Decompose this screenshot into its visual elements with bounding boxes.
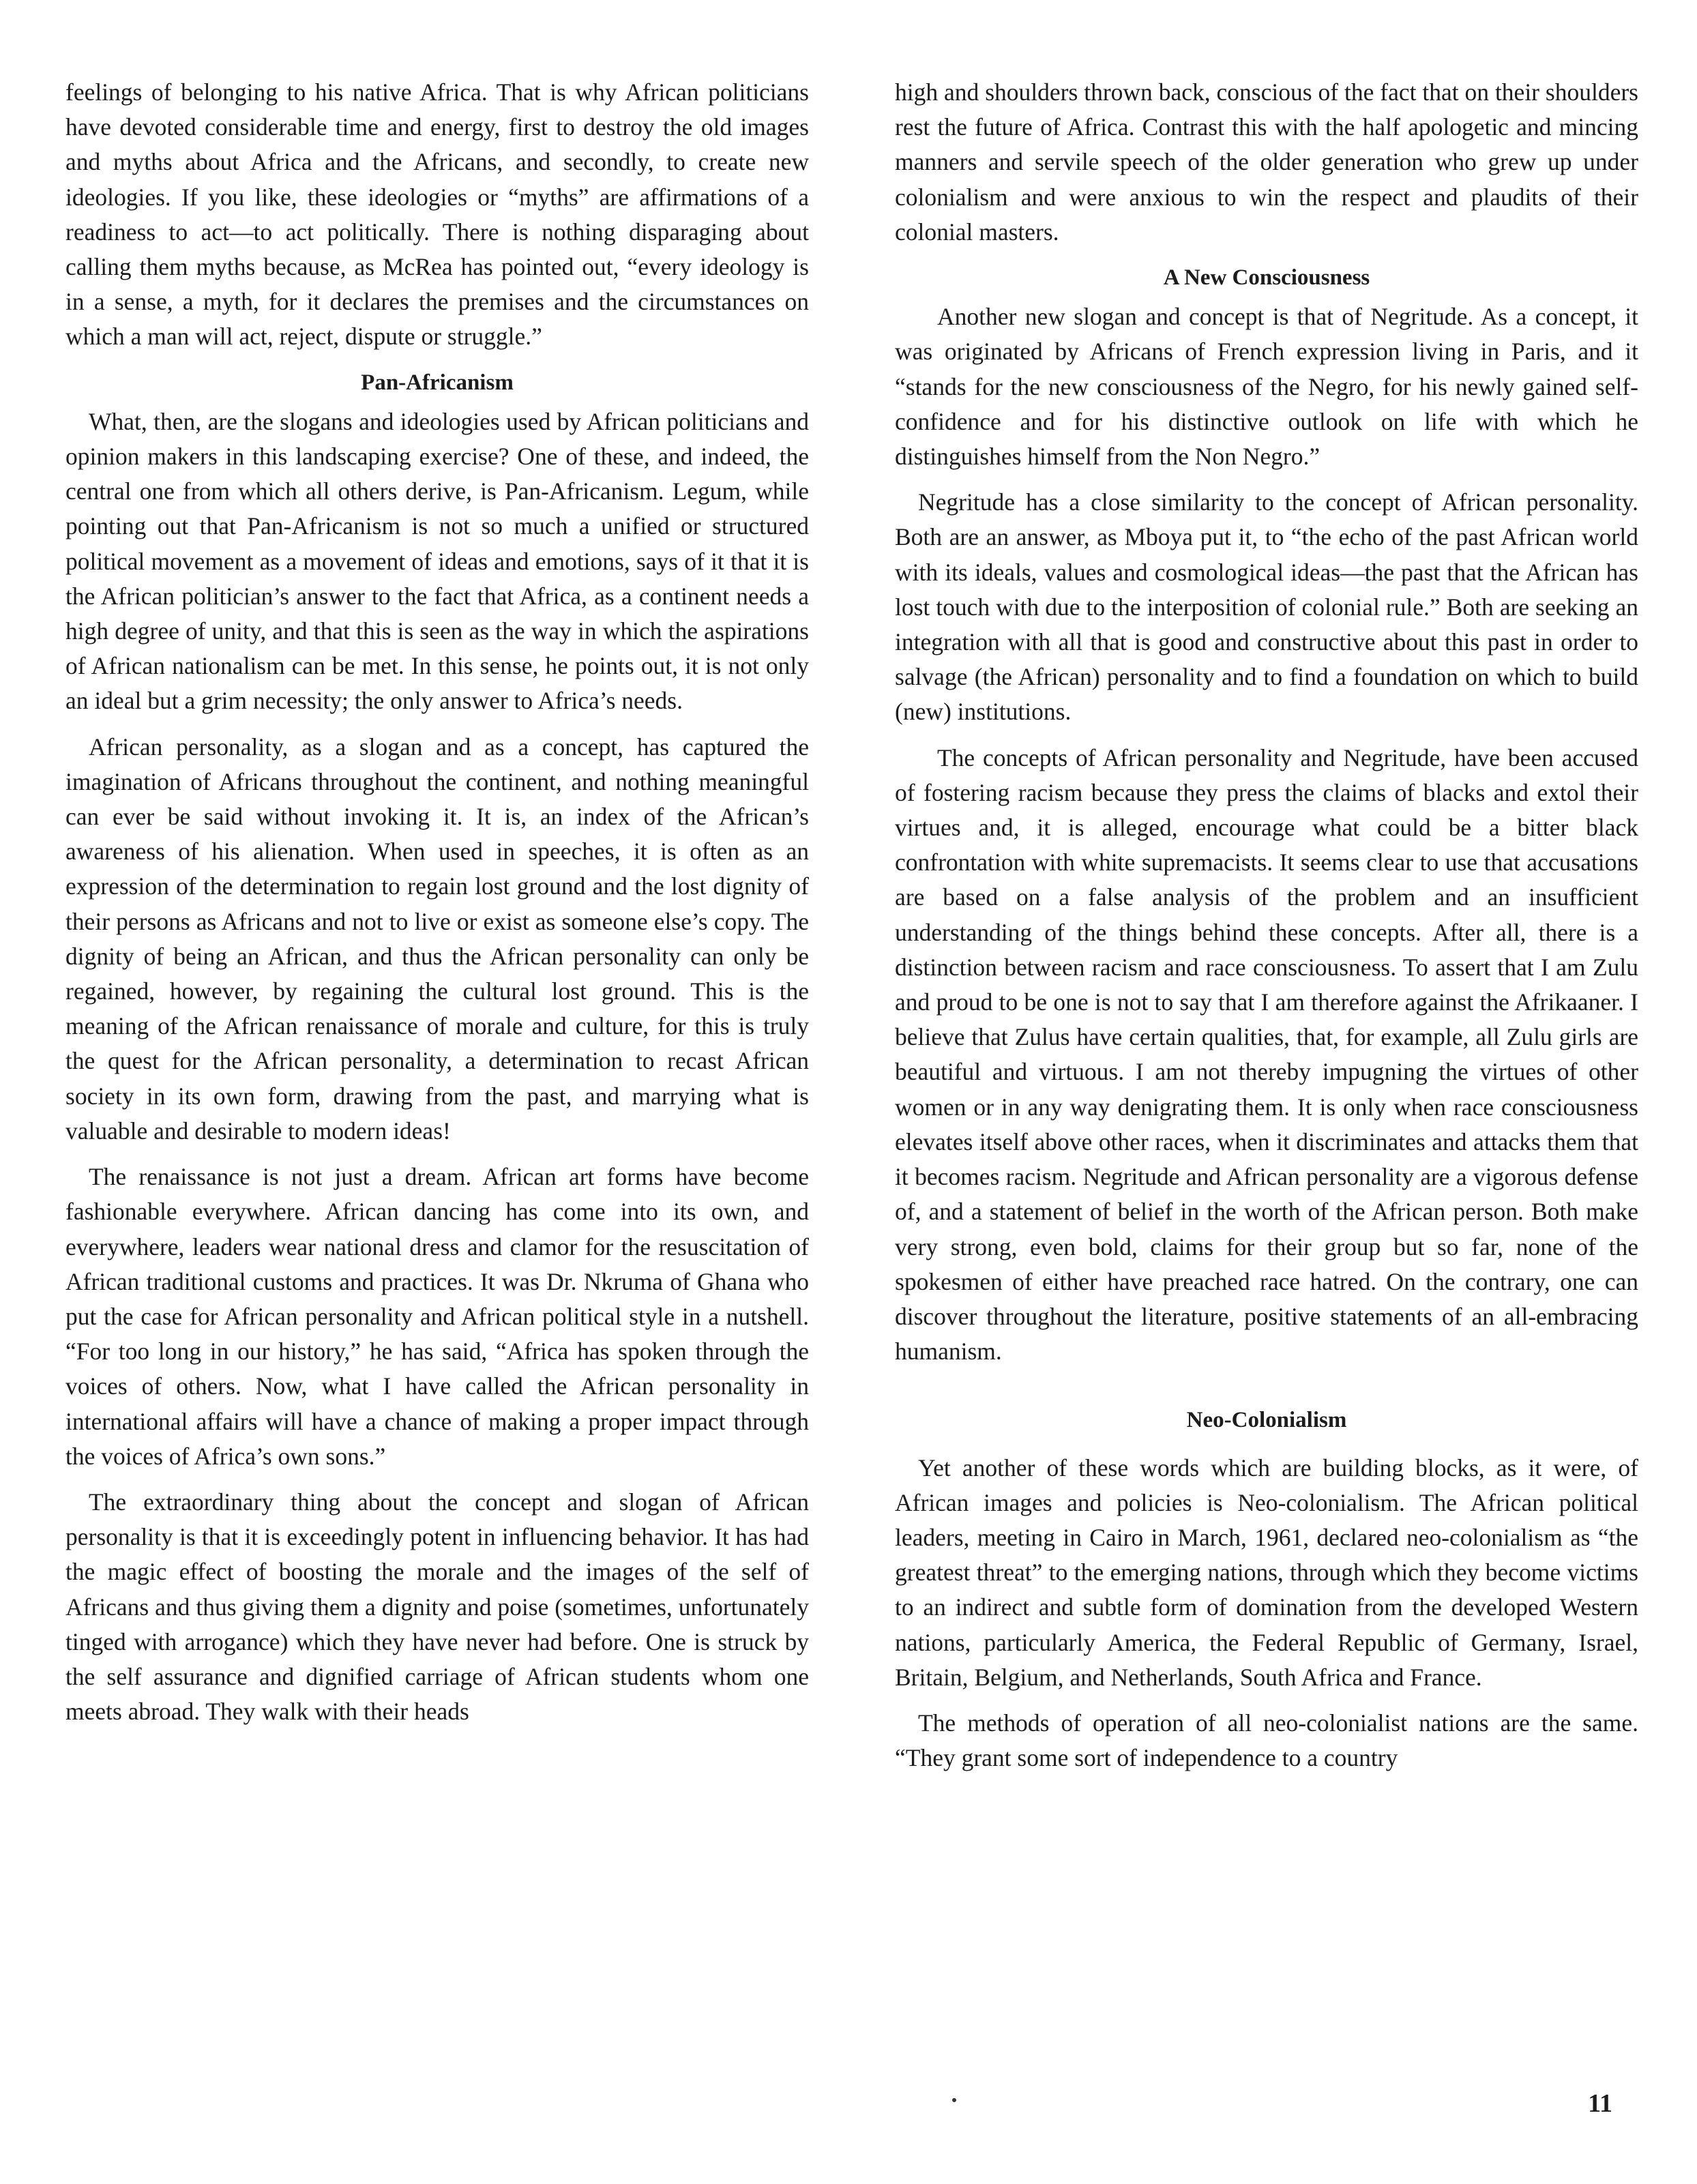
paragraph: The renaissance is not just a dream. African art forms have become fashionable everywhere. African dancing has come into its own, and everywhere, leaders wear national dress and clamor for the resuscitation of African traditional customs and practices. It was Dr. Nkruma of Ghana who put the case for African personality and African political style in a nutshell. “For too long in our history,” he has said, “Africa has spoken through the voices of others. Now, what I have called the African personality in international affairs will have a chance of making a proper impact through the voices of Africa’s own sons.”	[65, 1163, 809, 1470]
section-heading-new-consciousness: A New Consciousness	[1163, 265, 1370, 291]
paragraph: The extraordinary thing about the concept and slogan of African personality is that it is exceedingly potent in influencing behavior. It has had the magic effect of boosting the morale and the images of the self of Africans and thus giving them a dignity and poise (sometimes, unfortunately tinged with arrogance) which they have never had before. One is struck by the self assurance and dignified carriage of African students whom one meets abroad. They walk with their heads	[65, 1488, 809, 1726]
paragraph: The concepts of African personality and Negritude, have been accused of fostering racism because they press the claims of blacks and extol their virtues and, it is alleged, encourage what could be a bitter black confrontation with white supremacists. It seems clear to use that accusations are based on a false analysis of the problem and an insufficient understanding of the things behind these concepts. After all, there is a distinction between racism and race consciousness. To assert that I am Zulu and proud to be one is not to say that I am therefore against the Afrikaaner. I believe that Zulus have certain qualities, that, for example, all Zulu girls are beautiful and virtuous. I am not thereby impugning the virtues of other women or in any way denigrating them. It is only when race consciousness elevates itself above other races, when it discriminates and attacks them that it becomes racism. Negritude and African personality are a vigorous defense of, and a statement of belief in the worth of the African person. Both make very strong, even bold, claims for their group but so far, none of the spokesmen of either have preached race hatred. On the contrary, one can discover throughout the literature, positive statements of an all-embracing humanism.	[895, 743, 1638, 1366]
paragraph: high and shoulders thrown back, conscious of the fact that on their shoulders rest the future of Africa. Contrast this with the half apologetic and mincing manners and servile speech of the older generation who grew up under colonialism and were anxious to win the respect and plaudits of their colonial masters.	[895, 78, 1638, 246]
paragraph: The methods of operation of all neo-colonialist nations are the same. “They grant some sort of independence to a country	[895, 1709, 1638, 1772]
left-column	[65, 75, 809, 1740]
right-column	[895, 75, 1638, 1786]
paragraph: Negritude has a close similarity to the concept of African personality. Both are an answer, as Mboya put it, to “the echo of the past African world with its ideals, values and cosmological ideas—the past that the African has lost touch with due to the interposition of colonial rule.” Both are seeking an integration with all that is good and constructive about this past in order to salvage (the African) personality and to find a foundation on which to build (new) institutions.	[895, 488, 1638, 726]
section-heading-neo-colonialism: Neo-Colonialism	[1186, 1408, 1347, 1433]
print-speck	[952, 2098, 956, 2102]
paragraph: Yet another of these words which are building blocks, as it were, of African images and policies is Neo-colonialism. The African political leaders, meeting in Cairo in March, 1961, declared neo-colonialism as “the greatest threat” to the emerging nations, through which they become victims to an indirect and subtle form of domination from the developed Western nations, particularly America, the Federal Republic of Germany, Israel, Britain, Belgium, and Netherlands, South Africa and France.	[895, 1453, 1638, 1691]
paragraph: Another new slogan and concept is that of Negritude. As a concept, it was originated by Africans of French expression living in Paris, and it “stands for the new consciousness of the Negro, for his newly gained self-confidence and for his distinctive outlook on life with which he distinguishes himself from the Non Negro.”	[895, 303, 1638, 471]
section-heading-pan-africanism: Pan-Africanism	[361, 370, 514, 395]
paragraph: feelings of belonging to his native Africa. That is why African politicians have devoted considerable time and energy, first to destroy the old images and myths about Africa and the Africans, and secondly, to create new ideologies. If you like, these ideologies or “myths” are affirmations of a readiness to act—to act politically. There is nothing disparaging about calling them myths because, as McRea has pointed out, “every ideology is in a sense, a myth, for it declares the premises and the circumstances on which a man will act, reject, dispute or struggle.”	[65, 78, 809, 351]
paragraph: African personality, as a slogan and as a concept, has captured the imagination of Africans throughout the continent, and nothing meaningful can ever be said without invoking it. It is, an index of the African’s awareness of his alienation. When used in speeches, it is often as an expression of the determination to regain lost ground and the lost dignity of their persons as Africans and not to live or exist as someone else’s copy. The dignity of being an African, and thus the African personality can only be regained, however, by regaining the cultural lost ground. This is the meaning of the African renaissance of morale and culture, for this is truly the quest for the African personality, a determination to recast African society in its own form, drawing from the past, and marrying what is valuable and desirable to modern ideas!	[65, 733, 809, 1145]
page-number: 11	[1588, 2089, 1612, 2118]
paragraph: What, then, are the slogans and ideologies used by African politicians and opinion makers in this landscaping exercise? One of these, and indeed, the central one from which all others derive, is Pan-Africanism. Legum, while pointing out that Pan-Africanism is not so much a unified or structured political movement as a movement of ideas and emotions, says of it that it is the African politician’s answer to the fact that Africa, as a continent needs a high degree of unity, and that this is seen as the way in which the aspirations of African nationalism can be met. In this sense, he points out, it is not only an ideal but a grim necessity; the only answer to Africa’s needs.	[65, 407, 809, 715]
